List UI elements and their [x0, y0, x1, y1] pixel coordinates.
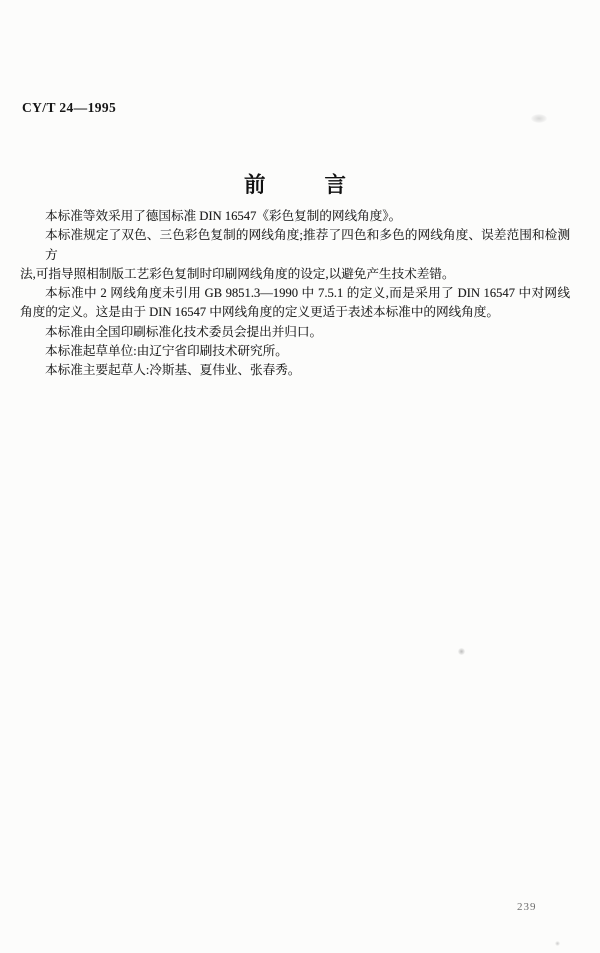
foreword-title — [0, 168, 590, 199]
scan-speck — [458, 648, 465, 655]
foreword-paragraph-5-line-1: 本标准起草单位:由辽宁省印刷技术研究所。 — [45, 344, 288, 359]
foreword-paragraph-2-line-2: 法,可指导照相制版工艺彩色复制时印刷网线角度的设定,以避免产生技术差错。 — [20, 266, 455, 281]
foreword-paragraph-3-line-2: 角度的定义。这是由于 DIN 16547 中网线角度的定义更适于表述本标准中的网线角度。 — [20, 305, 499, 320]
foreword-body — [20, 207, 570, 381]
foreword-paragraph-4-line-1: 本标准由全国印刷标准化技术委员会提出并归口。 — [45, 324, 323, 339]
foreword-paragraph-1-line-1: 本标准等效采用了德国标准 DIN 16547《彩色复制的网线角度》。 — [45, 209, 402, 223]
foreword-paragraph-2-line-1: 本标准规定了双色、三色彩色复制的网线角度;推荐了四色和多色的网线角度、误差范围和检测方 — [45, 228, 570, 262]
foreword-paragraph-6-line-1: 本标准主要起草人:冷斯基、夏伟业、张春秀。 — [45, 363, 301, 378]
scan-smudge — [531, 114, 547, 123]
page-number: 239 — [517, 901, 537, 913]
foreword-title-char-2: 言 — [324, 173, 347, 197]
foreword-title-char-1: 前 — [243, 173, 266, 197]
scan-speck — [555, 941, 560, 946]
foreword-paragraph-3-line-1: 本标准中 2 网线角度未引用 GB 9851.3—1990 中 7.5.1 的定义,而是采用了 DIN 16547 中对网线 — [45, 286, 570, 301]
standard-code: CY/T 24—1995 — [22, 100, 117, 115]
